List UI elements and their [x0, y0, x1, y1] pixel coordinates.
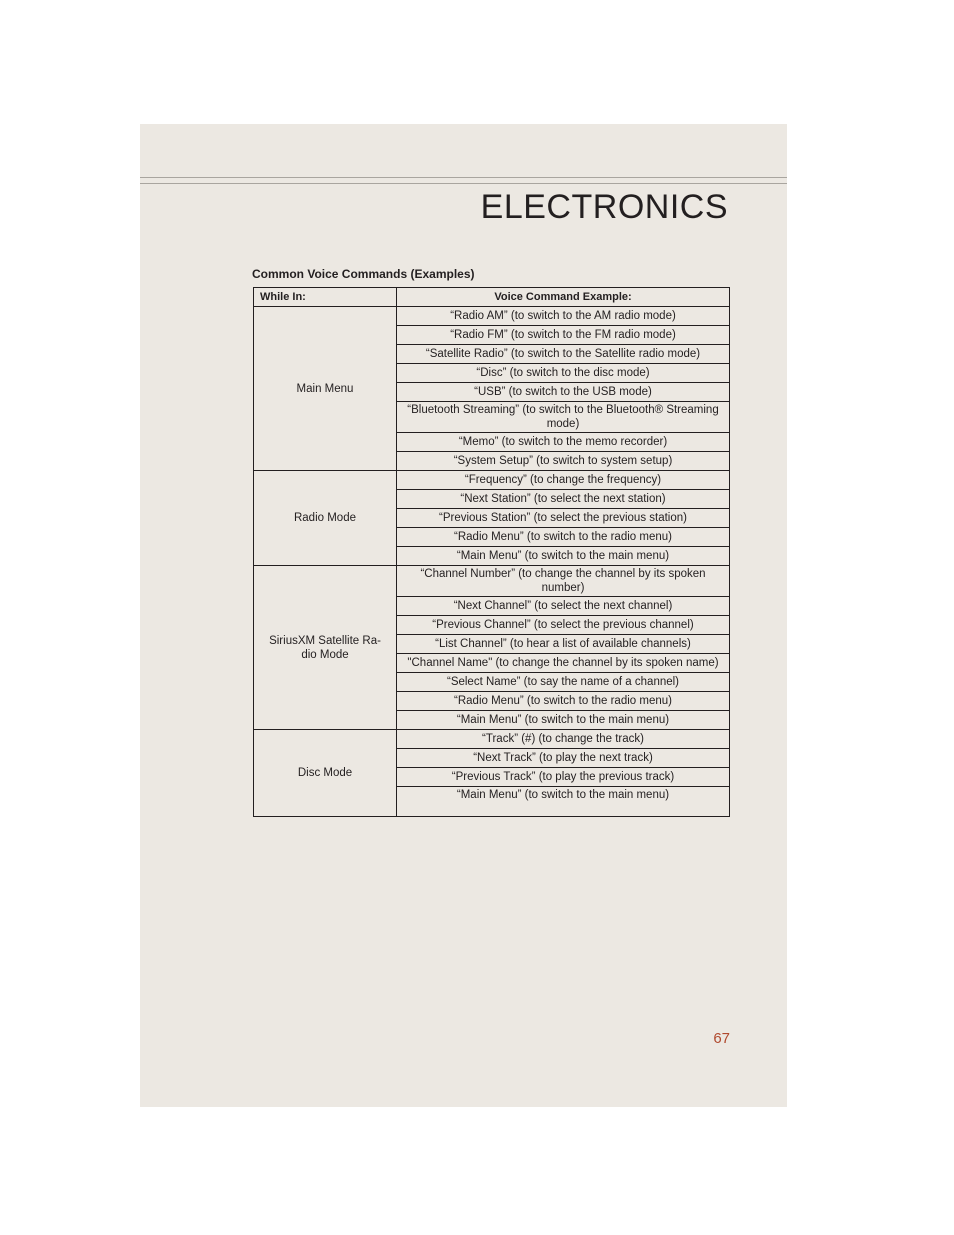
chapter-title: ELECTRONICS	[480, 188, 728, 226]
table-header-row	[254, 288, 730, 307]
command-cell: “Previous Track” (to play the previous track)	[397, 768, 730, 787]
header-while-in: While In:	[254, 288, 397, 307]
command-cell: “Frequency” (to change the frequency)	[397, 471, 730, 490]
command-cell: “Select Name” (to say the name of a channel)	[397, 673, 730, 692]
command-cell: “Radio Menu” (to switch to the radio menu)	[397, 528, 730, 547]
mode-cell: SiriusXM Satellite Ra-dio Mode	[254, 566, 397, 730]
command-cell: “Memo” (to switch to the memo recorder)	[397, 433, 730, 452]
command-cell: “USB” (to switch to the USB mode)	[397, 383, 730, 402]
command-cell: “Channel Number” (to change the channel by its spoken number)	[397, 566, 730, 597]
command-cell: “Next Station” (to select the next station)	[397, 490, 730, 509]
command-cell: “Disc” (to switch to the disc mode)	[397, 364, 730, 383]
command-cell: “Radio Menu” (to switch to the radio menu)	[397, 692, 730, 711]
voice-commands-table	[253, 287, 730, 817]
command-cell: “Next Channel” (to select the next channel)	[397, 597, 730, 616]
command-cell: “Main Menu” (to switch to the main menu)	[397, 787, 730, 817]
header-rule-top	[140, 177, 787, 178]
command-cell: “Bluetooth Streaming” (to switch to the Bluetooth® Streaming mode)	[397, 402, 730, 433]
table-row	[254, 730, 730, 749]
command-cell: “Main Menu” (to switch to the main menu)	[397, 547, 730, 566]
command-cell: “Radio AM” (to switch to the AM radio mode)	[397, 307, 730, 326]
mode-cell: Disc Mode	[254, 730, 397, 817]
command-cell: “Track” (#) (to change the track)	[397, 730, 730, 749]
page-number: 67	[713, 1030, 730, 1047]
mode-cell: Radio Mode	[254, 471, 397, 566]
command-cell: “List Channel” (to hear a list of available channels)	[397, 635, 730, 654]
header-rule-bottom	[140, 183, 787, 184]
table-row	[254, 471, 730, 490]
command-cell: “Main Menu” (to switch to the main menu)	[397, 711, 730, 730]
mode-cell: Main Menu	[254, 307, 397, 471]
command-cell: “Satellite Radio” (to switch to the Satellite radio mode)	[397, 345, 730, 364]
command-cell: “Previous Channel” (to select the previous channel)	[397, 616, 730, 635]
header-voice-command: Voice Command Example:	[397, 288, 730, 307]
command-cell: “System Setup” (to switch to system setup)	[397, 452, 730, 471]
table-caption: Common Voice Commands (Examples)	[252, 267, 475, 281]
command-cell: "Channel Name" (to change the channel by its spoken name)	[397, 654, 730, 673]
command-cell: “Radio FM” (to switch to the FM radio mode)	[397, 326, 730, 345]
table-row	[254, 566, 730, 597]
manual-page	[140, 124, 787, 1107]
command-cell: “Previous Station” (to select the previous station)	[397, 509, 730, 528]
command-cell: “Next Track” (to play the next track)	[397, 749, 730, 768]
table-row	[254, 307, 730, 326]
